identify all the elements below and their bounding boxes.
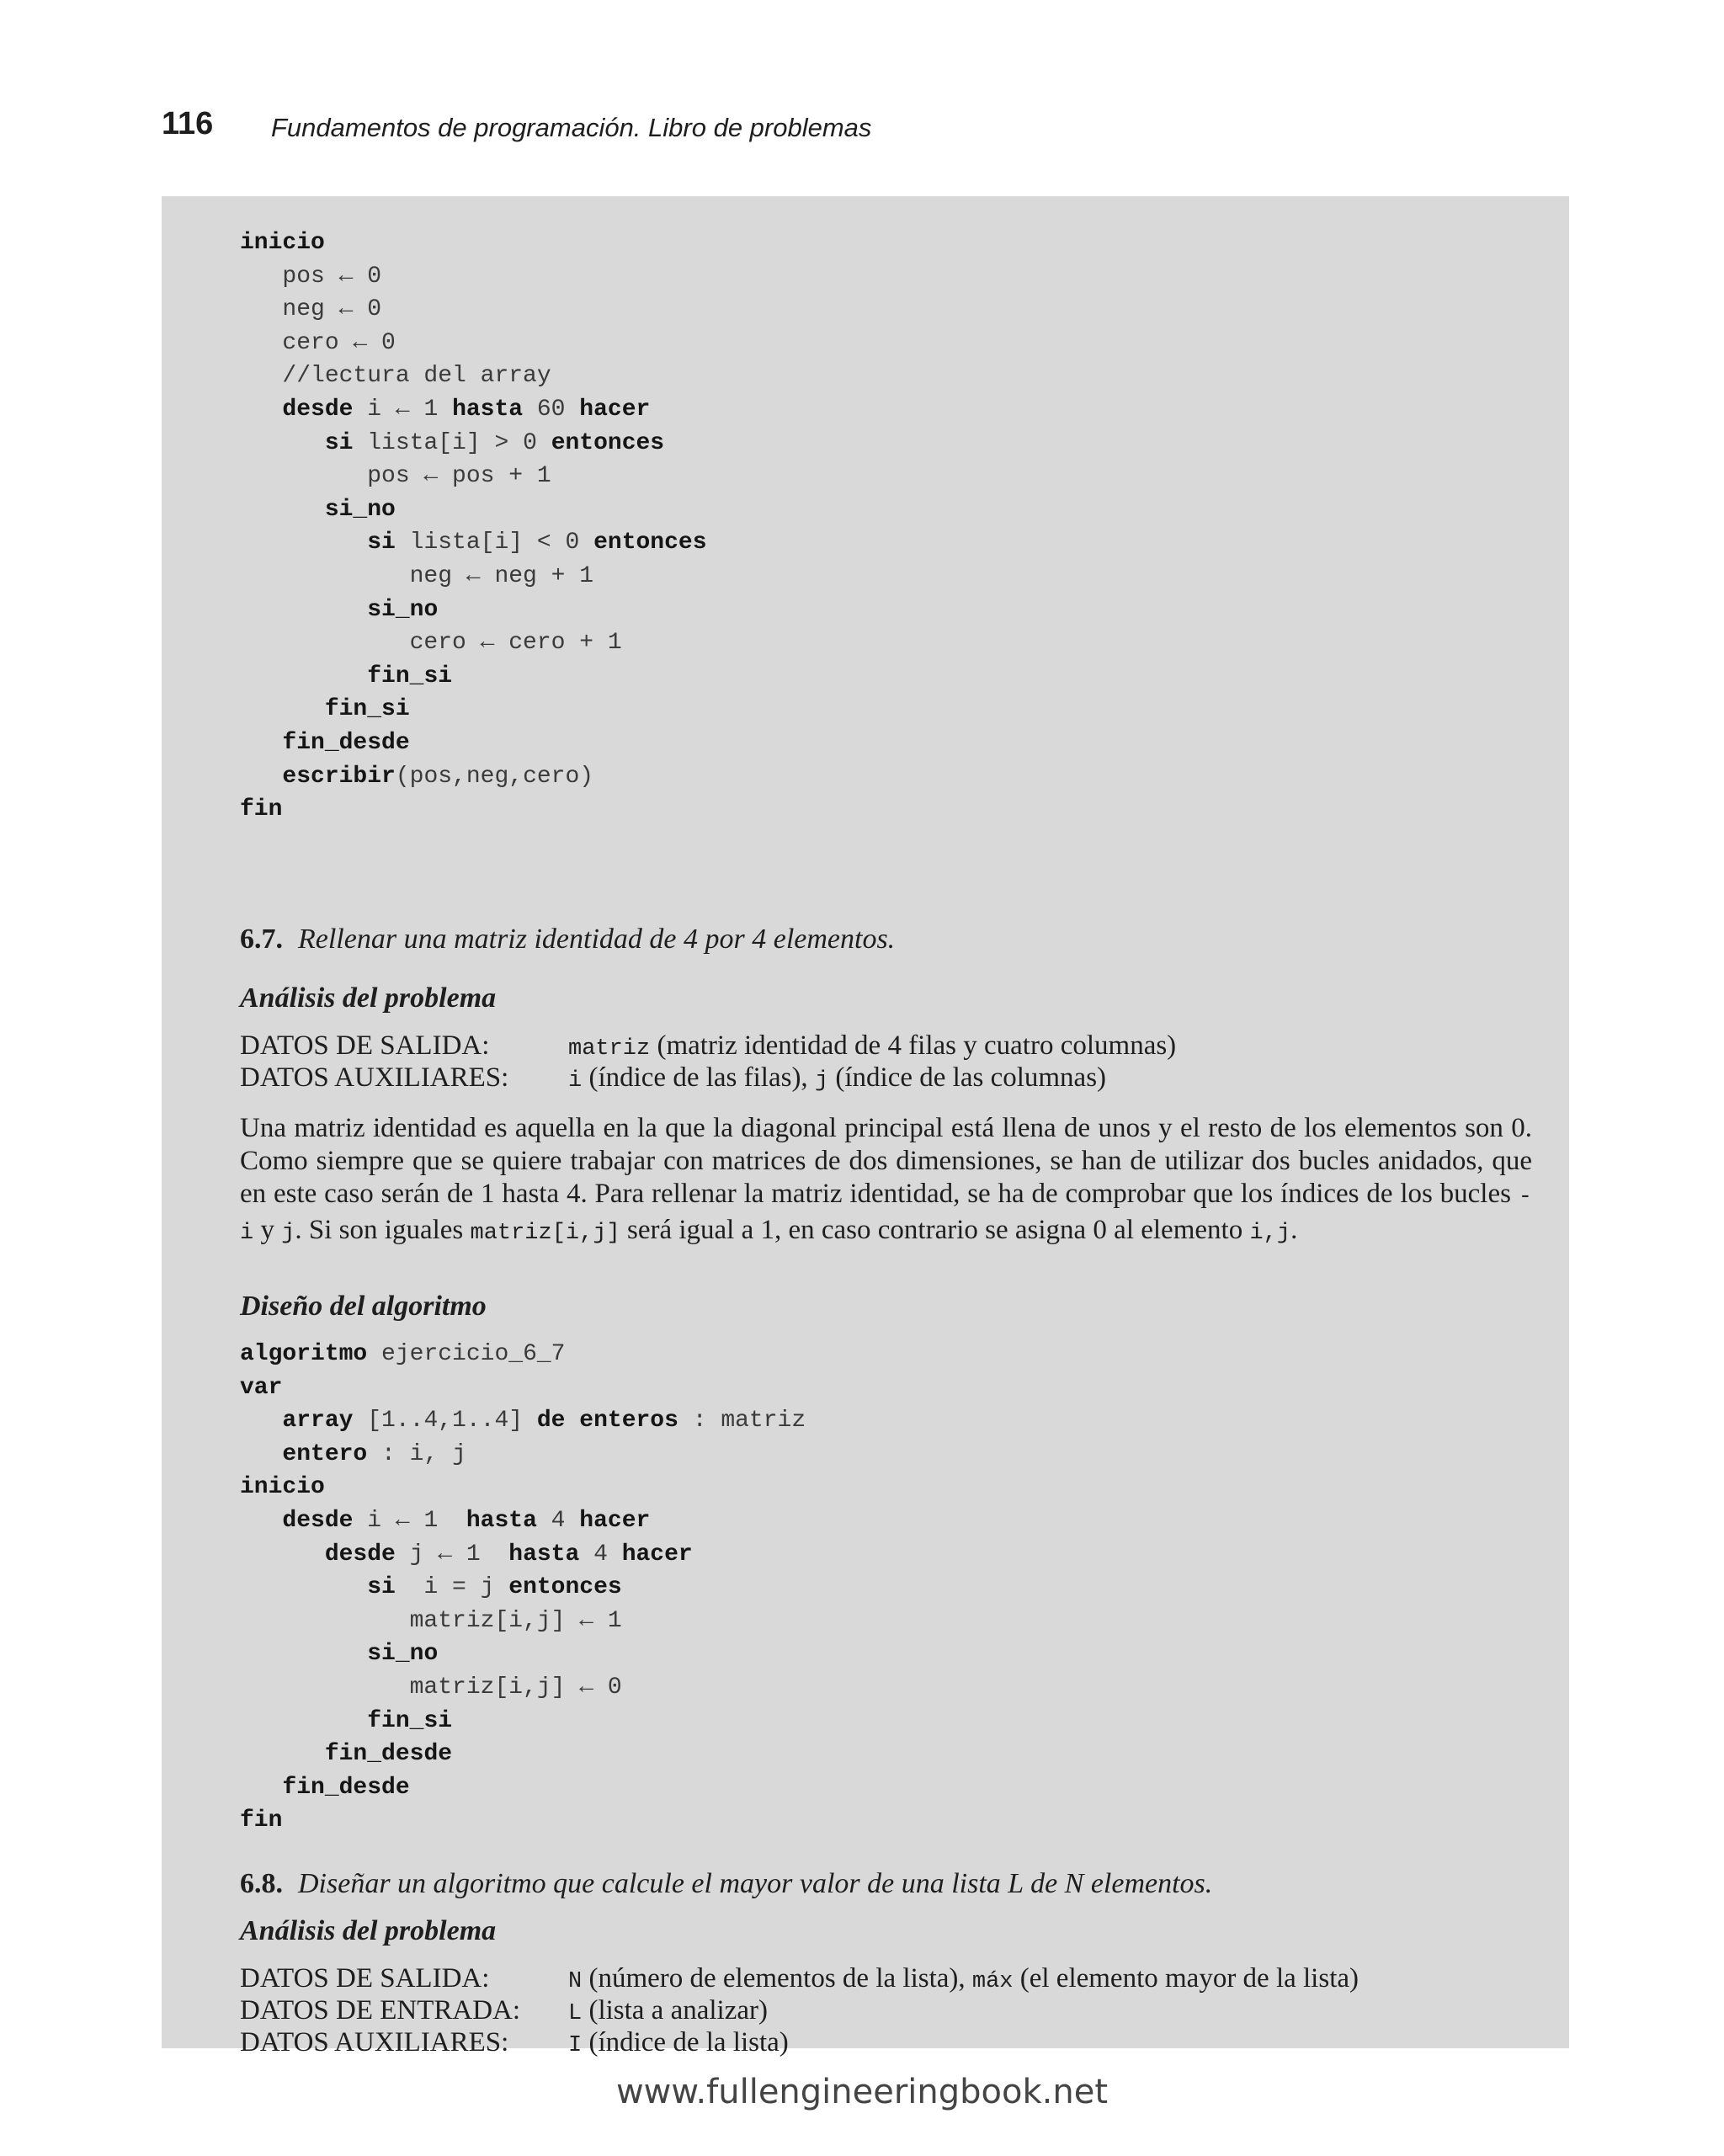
code-text [240,1741,325,1767]
data-label: DATOS AUXILIARES: [240,1062,509,1093]
code-keyword: entero [282,1440,368,1467]
inline-code: matriz[i,j] [470,1221,620,1246]
page-number: 116 [162,106,214,141]
code-keyword: fin_si [324,696,410,723]
code-line [240,1574,622,1600]
content-panel [162,196,1569,2058]
code-text: neg ← 0 [240,296,382,323]
code-keyword: var [240,1374,283,1401]
code-line [240,1741,452,1767]
data-code: N [568,1969,583,1994]
code-text [240,1508,282,1534]
code-line [240,1341,565,1367]
data-label: DATOS DE SALIDA: [240,1030,490,1061]
code-line [240,430,664,456]
code-text: lista[i] < 0 [395,530,594,556]
code-text [240,696,325,722]
code-line [240,696,410,722]
code-line [240,1508,650,1534]
code-line [240,330,396,356]
code-keyword: si_no [367,596,439,623]
data-code: matriz [568,1036,651,1062]
code-keyword: hasta [452,396,524,423]
code-text [240,530,367,556]
code-keyword: desde [282,396,354,423]
code-keyword: fin_desde [324,1741,453,1768]
analysis-heading: Análisis del problema [240,1915,497,1946]
data-description: (número de elementos de la lista), [582,1963,972,1994]
code-text: [1..4,1..4] [353,1408,537,1435]
code-keyword: si_no [367,1641,439,1668]
problem-text: Diseñar un algoritmo que calcule el mayor valor de una lista L de N elementos. [298,1868,1213,1899]
code-block-ejercicio-6-7 [240,1338,1532,1838]
code-keyword: entonces [551,429,665,456]
code-keyword: si [367,530,396,556]
code-text: 4 [536,1507,580,1534]
data-label: DATOS AUXILIARES: [240,2027,509,2058]
code-line [240,230,325,256]
data-code: I [568,2033,583,2058]
code-keyword: inicio [240,230,325,256]
panel-content [240,226,1532,2058]
code-text: i = j [395,1574,509,1601]
code-text: pos ← pos + 1 [240,463,551,490]
code-text: : i, j [367,1440,466,1467]
code-line [240,1807,282,1834]
code-line [240,363,551,389]
code-line [240,1408,806,1434]
data-description: (el elemento mayor de la lista) [1013,1963,1360,1994]
code-keyword: si_no [324,496,396,523]
code-text: cero ← cero + 1 [240,630,622,657]
code-line [240,1541,693,1568]
code-keyword: fin [240,1807,283,1834]
problem-6-8-statement [240,1860,1532,1908]
code-line [240,497,396,523]
data-definitions [240,1030,1532,1094]
inline-code: -i [240,1184,1532,1246]
code-keyword: array [282,1408,354,1435]
code-keyword: si [367,1574,396,1601]
code-keyword: fin_si [367,663,453,689]
footer-url: www.fullengineeringbook.net [615,2073,1109,2111]
code-line [240,764,593,790]
data-description: (matriz identidad de 4 filas y cuatro columnas) [650,1030,1177,1061]
code-line [240,563,593,589]
code-text [240,1408,282,1434]
output-data-row [240,1962,1532,1994]
code-keyword: desde [324,1541,396,1568]
code-text [240,1641,367,1667]
code-line [240,264,381,290]
auxiliary-data-row [240,1062,1532,1094]
code-text: neg ← neg + 1 [240,562,594,589]
code-text [240,730,282,756]
paragraph-text: . [1290,1215,1298,1245]
data-definitions [240,1962,1532,2058]
code-line [240,1441,466,1467]
code-text: i ← 1 [353,396,453,423]
code-keyword: fin_desde [282,729,410,756]
code-keyword: hacer [579,1507,651,1534]
code-line [240,530,707,556]
code-text: //lectura del array [240,363,551,390]
code-keyword: fin [240,796,283,823]
code-text [240,1708,367,1734]
code-line [240,1608,622,1634]
code-text: j ← 1 [395,1541,509,1568]
code-keyword: fin_si [367,1707,453,1734]
code-text [240,597,367,623]
code-line [240,463,551,489]
problem-number: 6.7. [240,924,283,955]
code-text: matriz[i,j] ← 0 [240,1674,622,1701]
data-description: (índice de las columnas) [828,1062,1107,1093]
data-description: (índice de la lista) [582,2027,789,2058]
code-keyword: hacer [621,1541,693,1568]
code-keyword: entonces [593,530,707,556]
code-line [240,663,452,689]
paragraph-text: . Si son iguales [295,1215,471,1245]
code-text [240,497,325,523]
code-line [240,397,650,423]
code-line [240,1474,325,1500]
code-keyword: fin_desde [282,1774,410,1801]
code-text: pos ← 0 [240,263,382,290]
code-line [240,1775,410,1801]
code-text: ejercicio_6_7 [367,1341,566,1367]
code-keyword: desde [282,1507,354,1534]
code-keyword: hasta [508,1541,580,1568]
problem-number: 6.8. [240,1868,283,1899]
code-line [240,296,381,322]
code-text: : matriz [678,1408,806,1435]
code-line [240,730,410,756]
explanation-paragraph [240,1112,1532,1250]
code-keyword: si [324,429,354,456]
code-line [240,1375,282,1401]
code-keyword: entonces [508,1574,622,1601]
paragraph-text: Una matriz identidad es aquella en la que la diagonal principal está llena de unos y el resto de los elementos son 0. Como siempre que se quiere trabajar con matrices de dos dimensiones, se han de utilizar dos bucles anidados, que en este caso serán de 1 hasta 4. Para rellenar la matriz identidad, se ha de comprobar que los índices de los bucles [240,1113,1532,1209]
data-label: DATOS DE SALIDA: [240,1963,490,1994]
code-text [240,1441,282,1467]
paragraph-text: será igual a 1, en caso contrario se asigna 0 al elemento [620,1215,1250,1245]
data-description: (lista a analizar) [582,1995,768,2026]
code-text: lista[i] > 0 [353,429,551,456]
code-text [240,1574,367,1600]
problem-6-7-statement [240,915,1532,964]
code-line [240,796,282,822]
code-text [240,1541,325,1568]
input-data-row [240,1994,1532,2026]
inline-code: i,j [1249,1221,1291,1246]
code-line [240,630,622,656]
code-line [240,1641,438,1667]
code-text: 4 [579,1541,622,1568]
inline-code: j [281,1221,295,1246]
data-code: máx [971,1969,1014,1994]
data-code: L [568,2001,583,2026]
design-heading: Diseño del algoritmo [240,1291,487,1322]
analysis-heading: Análisis del problema [240,982,497,1014]
problem-text: Rellenar una matriz identidad de 4 por 4 elementos. [298,924,896,955]
code-text: i ← 1 [353,1507,466,1534]
data-code: i [568,1068,583,1094]
code-text [240,397,282,423]
data-code: j [814,1068,829,1094]
code-text: (pos,neg,cero) [395,763,594,790]
data-label: DATOS DE ENTRADA: [240,1995,521,2026]
code-keyword: hacer [579,396,651,423]
code-text: 60 [523,396,580,423]
code-text [240,663,367,689]
code-line [240,1674,622,1701]
code-keyword: de enteros [536,1408,678,1435]
code-line [240,1708,452,1734]
code-block-contar-signos [240,226,1532,893]
book-title: Fundamentos de programación. Libro de problemas [271,113,872,142]
code-text [240,1775,282,1801]
code-text: cero ← 0 [240,329,396,356]
code-text: matriz[i,j] ← 1 [240,1607,622,1634]
paragraph-text: y [253,1215,282,1245]
output-data-row [240,1030,1532,1062]
code-keyword: inicio [240,1474,325,1501]
code-keyword: hasta [466,1507,537,1534]
code-keyword: algoritmo [240,1341,368,1367]
code-keyword: escribir [282,763,396,790]
code-text [240,764,282,790]
data-description: (índice de las filas), [582,1062,815,1093]
auxiliary-data-row [240,2026,1532,2058]
code-line [240,597,438,623]
code-text [240,430,325,456]
